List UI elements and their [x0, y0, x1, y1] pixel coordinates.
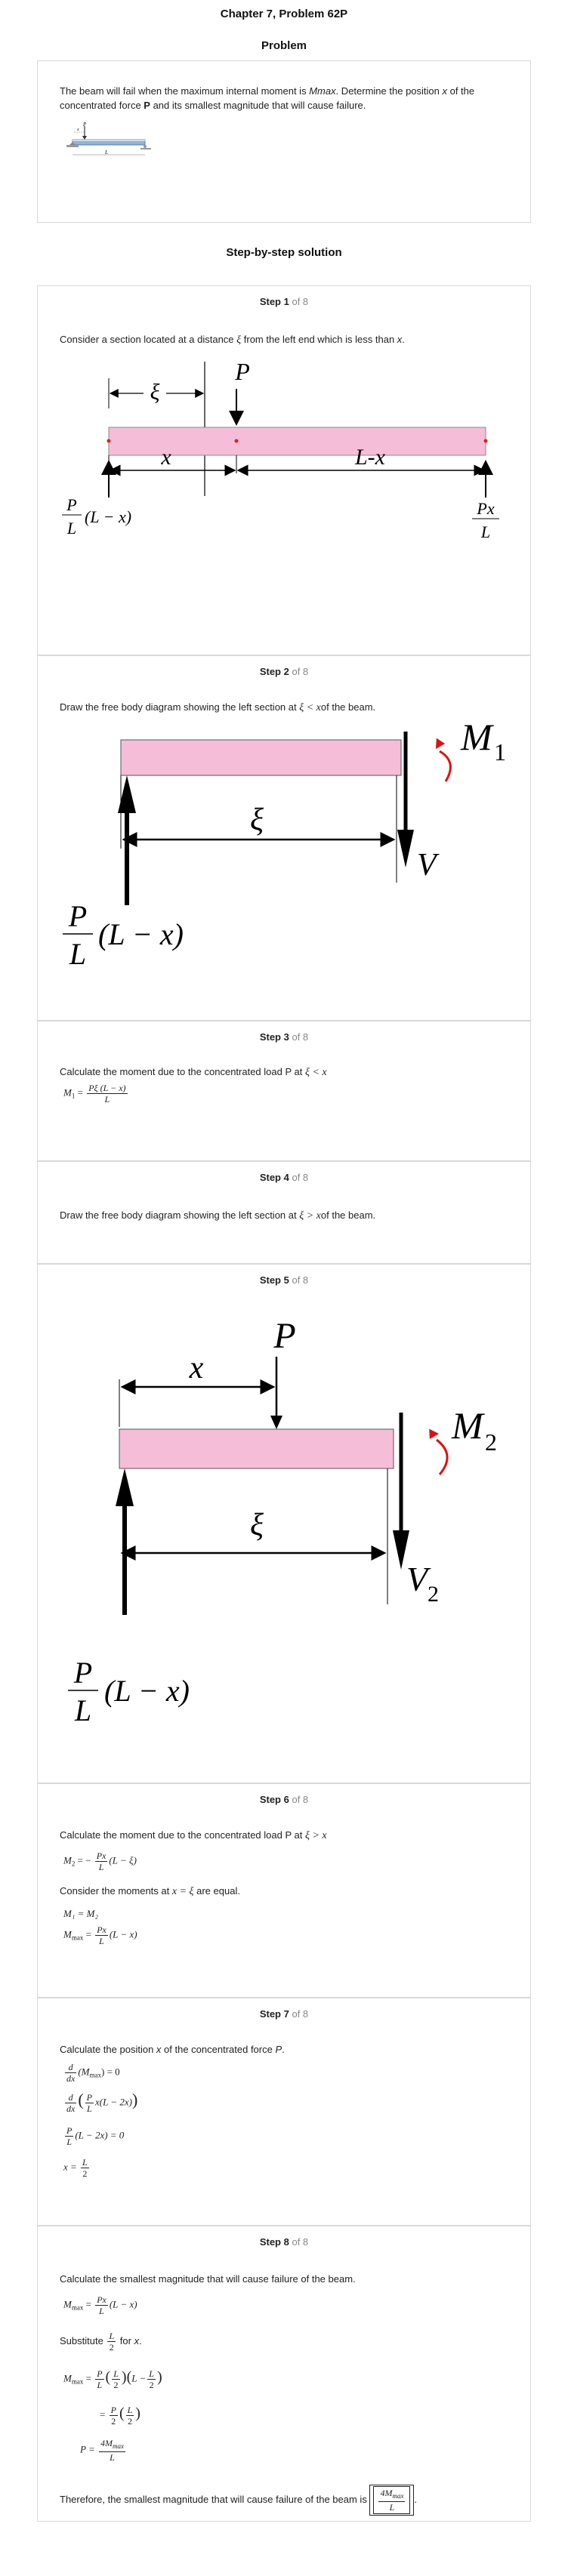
step-3-label: Step 3 [259, 1031, 289, 1043]
s8-eq2-p-num: P [97, 2368, 103, 2379]
step-5-panel [37, 1264, 531, 1783]
s8-final-sub: max [392, 2492, 404, 2500]
d5-m-sub: 2 [485, 1428, 497, 1456]
s8-for: for [119, 2334, 131, 2346]
s7-l3-tail: (L − 2x) = 0 [75, 2129, 125, 2141]
step-4-text-2: of the beam. [320, 1209, 376, 1221]
step-6-cond2: x = ξ [171, 1886, 194, 1897]
d2-m-label: M [461, 724, 492, 758]
s6-tail: (L − ξ) [109, 1854, 137, 1866]
problem-mmax: Mmax [309, 85, 336, 97]
s8-eq3-frac [110, 2405, 118, 2427]
problem-text-3: of the concentrated force [60, 85, 475, 111]
s8-eq3-h [126, 2405, 134, 2427]
step-8-final: Therefore, the smallest magnitude that will cause failure of the beam is $\frac{4M_{max}}{L}$ . [60, 2485, 417, 2516]
step-8-eq-2: $M_{max}$ = $\frac{P}{L}$ ( $\frac{L}{2}$ )(L − $\frac{L}{2}$ ) [63, 2368, 162, 2390]
d1-xi-label: ξ [150, 380, 160, 405]
problem-p: P [144, 100, 150, 111]
step-1-text-1: Consider a section located at a distance [60, 334, 237, 345]
d1-left-num: P [66, 495, 77, 514]
step-3-panel [37, 1021, 531, 1161]
s8-eq3-den: 2 [111, 2416, 116, 2427]
step-2-label: Step 2 [259, 666, 289, 677]
s7-l4-frac [81, 2157, 89, 2179]
d2-left-tail: (L − x) [98, 917, 184, 951]
s8-eq2-p-den: L [97, 2380, 103, 2390]
s7-l3-num: P [66, 2125, 73, 2136]
step-7-text-1: Calculate the position [60, 2044, 156, 2055]
d1-lx-label: L-x [355, 445, 385, 470]
d1-left-den: L [66, 519, 77, 538]
problem-fig-p: P [83, 122, 87, 128]
step-2-heading [38, 666, 530, 677]
step-6-eq-1 [63, 1850, 137, 1872]
step-2-text-2: of the beam. [320, 701, 376, 713]
d1-left-tail: (L − x) [85, 507, 132, 526]
problem-heading: Problem [261, 39, 307, 52]
s8-x: x [134, 2334, 140, 2346]
s8-final-answer-box [369, 2485, 414, 2516]
step-1-heading [38, 296, 530, 307]
problem-text-2: . Determine the position [335, 85, 443, 97]
s6-mmax-tail: (L − x) [109, 1928, 137, 1940]
step-4-heading [38, 1172, 530, 1183]
s8-p-num: 4M [100, 2438, 113, 2448]
step-6-text-1: Calculate the moment due to the concentrated load P at [60, 1829, 305, 1841]
d2-left-num: P [68, 899, 88, 933]
step-7-eq-3 [63, 2125, 124, 2147]
step-7-text-2: of the concentrated force [161, 2044, 276, 2055]
s7-dx-1: dx [66, 2073, 76, 2084]
s7-l2-mid: x(L − 2x) [95, 2096, 132, 2108]
s8-tail: (L − x) [109, 2298, 137, 2310]
d5-left-den: L [74, 1693, 92, 1727]
s3-frac [87, 1083, 127, 1105]
step-4-label: Step 4 [259, 1172, 289, 1183]
d1-right-den: L [480, 522, 491, 541]
step-8-eq-3: = $\frac{P}{2}$ ( $\frac{L}{2}$ ) [100, 2405, 140, 2427]
s8-eq2-p-frac [95, 2368, 103, 2390]
step-7-x: x [156, 2044, 162, 2055]
s7-l1-tail: (M [78, 2066, 90, 2078]
problem-figure [63, 122, 154, 167]
s3-m1-sub: 1 [71, 1092, 76, 1100]
step-6-heading [38, 1794, 530, 1805]
step-3-equation: $M_1$ = $\frac{P\xi (L - x)}{L}$ [63, 1083, 126, 1105]
problem-fig-x: x [77, 128, 79, 132]
d2-xi-label: ξ [250, 803, 264, 837]
step-4-of: of 8 [292, 1172, 309, 1183]
problem-text-4: and its smallest magnitude that will cause failure. [150, 100, 366, 111]
step-8-text-1: Calculate the smallest magnitude that will cause failure of the beam. [60, 2273, 356, 2285]
problem-fig-l: L [105, 149, 108, 156]
d5-v-sub: 2 [428, 1582, 439, 1607]
step-6-panel [37, 1783, 531, 1998]
s8-eq2-h2-den: 2 [149, 2380, 154, 2390]
s7-l2-num: P [86, 2092, 92, 2103]
d5-beam [119, 1429, 394, 1468]
d1-x-label: x [161, 445, 171, 470]
step-6-cond: ξ > x [304, 1830, 327, 1841]
s6-m2: M [63, 1854, 72, 1866]
step-6-text-3: are equal. [193, 1885, 240, 1897]
step-7-eq-2: $\frac{d}{dx}$ ( $\frac{P}{L}$ x(L − 2x)) [66, 2090, 138, 2114]
step-2-panel [37, 655, 531, 1021]
s8-substitute-label: Substitute [60, 2334, 103, 2346]
d2-moment-arrow [440, 751, 450, 781]
problem-x: x [442, 85, 447, 97]
s8-p-frac [99, 2438, 125, 2463]
d5-m-label: M [452, 1404, 483, 1447]
step-7-text-3: . [282, 2044, 285, 2055]
s7-dx-2: dx [66, 2103, 76, 2114]
step-8-panel [37, 2226, 531, 2522]
s8-eq2-h2-num: L [149, 2368, 154, 2379]
step-3-text-1: Calculate the moment due to the concentrated load P at [60, 1066, 305, 1077]
step-6-text-2: Consider the moments at [60, 1885, 172, 1897]
step-8-eq-1: $M_{max}$ = $\frac{Px}{L}$ (L − x) [63, 2294, 137, 2316]
diagram-5 [38, 1295, 532, 1778]
s8-p-num-wrap [99, 2438, 125, 2452]
solution-heading: Step-by-step solution [226, 246, 342, 259]
step-2-text [60, 700, 375, 715]
s8-eq2-h1 [112, 2368, 120, 2390]
diagram-1 [38, 362, 532, 649]
problem-text-1: The beam will fail when the maximum internal moment is [60, 85, 310, 97]
step-1-of: of 8 [292, 296, 309, 307]
s7-deriv-2 [65, 2092, 76, 2114]
s6-eq: = − [75, 1854, 91, 1866]
step-6-of: of 8 [292, 1794, 309, 1805]
s8-final-frac [378, 2488, 405, 2513]
d5-moment-arrow [437, 1440, 447, 1474]
s8-num: Px [97, 2294, 106, 2305]
step-7-eq-1 [63, 2062, 120, 2084]
step-7-panel [37, 1998, 531, 2226]
s8-sub-frac [107, 2331, 116, 2353]
problem-text [60, 84, 513, 112]
s8-p-den: L [110, 2452, 115, 2463]
s7-l2-den: L [86, 2103, 92, 2114]
s8-p-sub: max [112, 2442, 124, 2450]
s3-den: L [104, 1094, 110, 1105]
s7-l1-sub: max [89, 2071, 101, 2079]
s7-l2-frac [85, 2092, 94, 2114]
step-1-xi: ξ [236, 334, 242, 346]
step-5-heading [38, 1274, 530, 1286]
d1-p-label: P [235, 362, 250, 385]
step-7-heading [38, 2008, 530, 2020]
d2-left-den: L [69, 937, 87, 971]
diagram-2 [38, 724, 532, 1018]
step-2-of: of 8 [292, 666, 309, 677]
step-8-eq-4 [80, 2438, 127, 2463]
step-4-text-1: Draw the free body diagram showing the left section at [60, 1209, 300, 1221]
step-4-text [60, 1208, 375, 1223]
step-7-text [60, 2042, 285, 2057]
s8-p-lhs: P = [80, 2443, 95, 2455]
step-7-p: P [275, 2044, 282, 2055]
s7-l4-lhs: x = [63, 2161, 77, 2173]
s8-final-num: 4M [380, 2488, 393, 2498]
step-1-text-3: . [402, 334, 405, 345]
d2-beam [121, 740, 401, 775]
d5-v-label: V [406, 1560, 428, 1598]
s6-mmax-frac [95, 1924, 108, 1946]
s8-den: L [99, 2306, 104, 2316]
s8-eq3-num: P [110, 2405, 116, 2415]
s8-final-num-wrap [378, 2488, 405, 2502]
step-1-x: x [397, 334, 403, 345]
s6-mmax-den: L [99, 1936, 104, 1946]
step-7-eq-4 [63, 2157, 91, 2179]
s7-l3-frac [65, 2125, 73, 2147]
step-6-eq-3: $M_{max}$ = $\frac{Px}{L}$ (L − x) [63, 1924, 137, 1946]
step-2-text-1: Draw the free body diagram showing the left section at [60, 701, 300, 713]
s8-eq3-h-num: L [127, 2405, 133, 2415]
problem-panel [37, 60, 531, 223]
step-4-panel [37, 1161, 531, 1264]
s7-deriv-1 [65, 2062, 76, 2084]
s7-d-1: d [65, 2062, 76, 2073]
s8-final-den: L [389, 2502, 395, 2513]
s8-final-text: Therefore, the smallest magnitude that will cause failure of the beam is [60, 2493, 367, 2505]
d5-p-label: P [273, 1316, 296, 1356]
d5-x-label: x [189, 1351, 204, 1385]
s8-sub-den: 2 [109, 2342, 114, 2353]
s7-l4-num: L [82, 2157, 88, 2168]
step-8-substitute: Substitute $\frac{L}{2}$ for x. [60, 2331, 142, 2353]
d1-right-num: Px [477, 499, 495, 518]
step-1-text [60, 332, 405, 347]
step-6-text [60, 1828, 327, 1843]
step-5-label: Step 5 [259, 1274, 289, 1286]
s8-eq2-h2 [147, 2368, 156, 2390]
s6-den: L [98, 1862, 104, 1872]
step-8-heading [38, 2236, 530, 2248]
d5-left-tail: (L − x) [104, 1674, 190, 1708]
d5-left-num: P [73, 1656, 93, 1690]
s3-num: Pξ (L − x) [88, 1083, 126, 1093]
s8-eq3-h-den: 2 [127, 2416, 132, 2427]
step-1-label: Step 1 [259, 296, 289, 307]
step-7-of: of 8 [292, 2008, 309, 2020]
step-8-label: Step 8 [259, 2236, 289, 2248]
step-5-of: of 8 [292, 1274, 309, 1286]
step-8-of: of 8 [292, 2236, 309, 2248]
s3-m1: M [63, 1086, 72, 1098]
s7-l3-den: L [66, 2137, 73, 2147]
s8-frac [95, 2294, 108, 2316]
s6-mmax-sub: max [71, 1934, 84, 1942]
d2-m-sub: 1 [494, 738, 506, 766]
d5-xi-label: ξ [250, 1508, 264, 1542]
step-2-cond: ξ < x [299, 702, 321, 713]
d2-v-label: V [417, 848, 437, 883]
s6-m2-sub: 2 [71, 1860, 76, 1868]
step-1-text-2: from the left end which is less than [241, 334, 397, 345]
step-3-cond: ξ < x [304, 1067, 327, 1078]
s7-l4-den: 2 [82, 2168, 88, 2179]
step-3-heading [38, 1031, 530, 1043]
s8-eq2-h1-den: 2 [113, 2380, 119, 2390]
chapter-title: Chapter 7, Problem 62P [220, 8, 348, 20]
step-7-label: Step 7 [259, 2008, 289, 2020]
s6-mmax-num: Px [97, 1924, 106, 1935]
step-3-of: of 8 [292, 1031, 309, 1043]
s6-num: Px [96, 1850, 106, 1861]
step-3-text [60, 1065, 327, 1080]
step-6-label: Step 6 [259, 1794, 289, 1805]
step-1-panel [37, 285, 531, 655]
s6-frac [95, 1850, 108, 1872]
step-6-text-b [60, 1884, 240, 1899]
step-4-cond: ξ > x [299, 1210, 321, 1222]
step-6-eq-2: M₁ = M₂ [63, 1908, 98, 1919]
s7-l1-end: ) = 0 [101, 2066, 120, 2078]
s6-mmax: M [63, 1928, 72, 1940]
s8-eq2-h1-num: L [113, 2368, 119, 2379]
s8-sub-num: L [109, 2331, 115, 2341]
s7-d-2: d [65, 2092, 76, 2103]
